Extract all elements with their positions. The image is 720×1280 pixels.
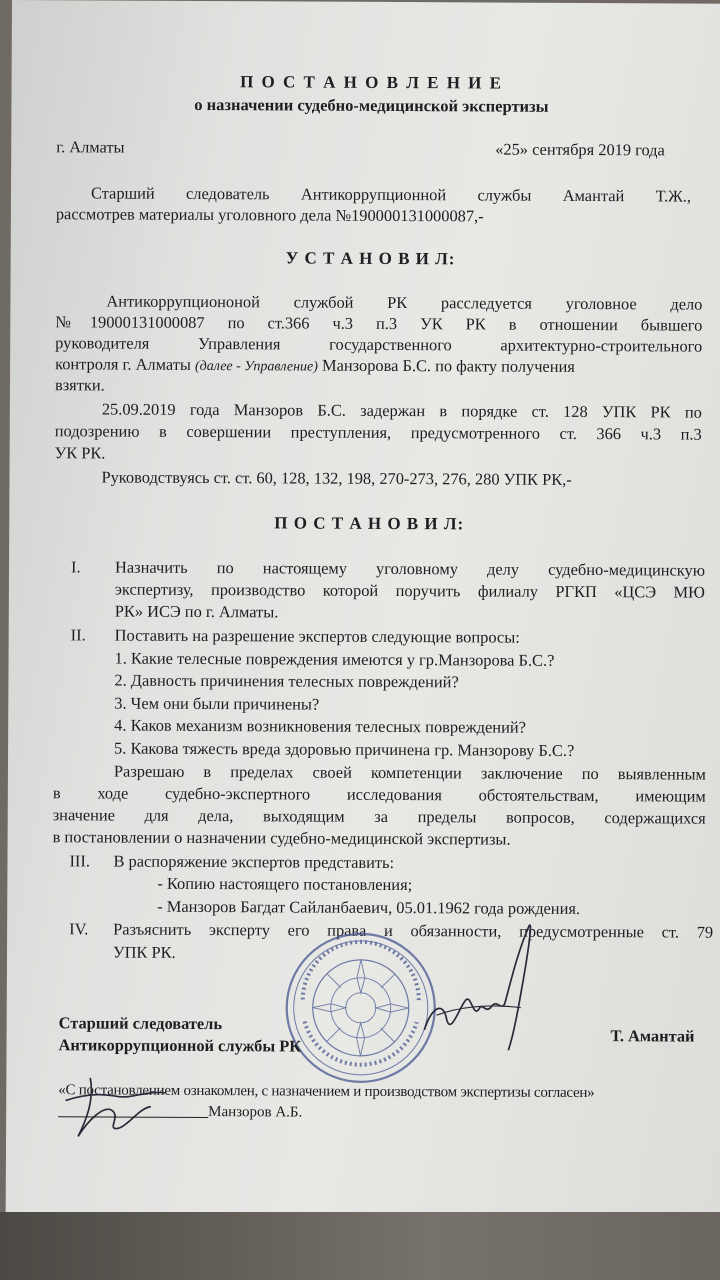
question-2: 2. Давность причинения телесных повреждений?	[114, 670, 459, 692]
acknowledgement-line: «С постановлением ознакомлен, с назначением и производством экспертизы согласен»	[58, 1082, 595, 1102]
item-iii-a: - Копию настоящего постановления;	[157, 873, 413, 895]
p1-line-4-a: контроля г. Алматы	[55, 354, 191, 374]
item-i-number: I.	[70, 557, 81, 577]
item-iii-number: III.	[69, 851, 91, 871]
allow-line-1: Разрешаю в пределах своей компетенции заключение по выявленным	[113, 761, 706, 784]
question-3: 3. Чем они были причинены?	[114, 693, 320, 714]
intro-line-2: рассмотрев материалы уголовного дела №190000131000087,-	[55, 204, 484, 226]
p1-line-4	[55, 353, 575, 379]
investigator-signature-icon	[416, 917, 547, 1058]
allow-line-4: в постановлении о назначении судебно-медицинской экспертизы.	[52, 827, 511, 849]
signer-name: Т. Амантай	[610, 1026, 695, 1046]
table-surface	[0, 1212, 720, 1280]
allow-line-3: значение для дела, выходящим за пределы вопросов, содержащихся	[52, 805, 706, 828]
item-i-line-2: экспертизу, производство которой поручить филиалу РГКП «ЦСЭ МЮ	[114, 579, 705, 602]
p1-line-5: взятки.	[54, 375, 105, 395]
p2-line-1: 25.09.2019 года Манзоров Б.С. задержан в порядке ст. 128 УПК РК по	[101, 399, 702, 422]
p2-line-3: УК РК.	[54, 443, 106, 463]
ustanovil-heading: У С Т А Н О В И Л:	[285, 248, 456, 269]
p1-line-3: руководителя Управления государственного архитектурно-строительного	[55, 333, 703, 356]
round-seal-icon	[282, 929, 439, 1086]
p1-line-4-b: (далее - Управление)	[194, 358, 318, 375]
p1-line-1: Антикоррупциононой службой РК расследуется уголовное дело	[106, 291, 703, 314]
document-subtitle: о назначении судебно-медицинской экспертизы	[194, 94, 549, 116]
question-4: 4. Каков механизм возникновения телесных повреждений?	[114, 715, 526, 737]
p3-line: Руководствуясь ст. ст. 60, 128, 132, 198, 270-273, 276, 280 УПК РК,-	[101, 467, 572, 489]
item-iv-line-2: УПК РК.	[112, 942, 176, 962]
item-ii-line-1: Поставить на разрешение экспертов следующие вопросы:	[114, 625, 520, 647]
place: г. Алматы	[56, 137, 125, 157]
signer-position-line-1: Старший следователь	[58, 1013, 223, 1034]
p1-line-4-c: Манзорова Б.С. по факту получения	[321, 355, 575, 376]
date: «25» сентября 2019 года	[495, 139, 665, 160]
document-title: П О С Т А Н О В Л Е Н И Е	[240, 72, 504, 93]
signer-position-line-2: Антикоррупционной службы РК	[58, 1035, 302, 1056]
acknowledger-name: Манзоров А.Б.	[208, 1104, 303, 1121]
postanovil-heading: П О С Т А Н О В И Л:	[274, 513, 465, 534]
item-iii-b: - Манзоров Багдат Сайланбаевич, 05.01.1962 года рождения.	[157, 896, 581, 918]
question-5: 5. Какова тяжесть вреда здоровью причинена гр. Манзорову Б.С.?	[114, 738, 575, 760]
item-i-line-3: РК» ИСЭ по г. Алматы.	[114, 601, 279, 622]
p1-line-2: №19000131000087 по ст.366 ч.3 п.3 УК РК в отношении бывшего	[55, 312, 703, 335]
item-iv-number: IV.	[69, 919, 89, 939]
p2-line-2: подозрению в совершении преступления, предусмотренного ст. 366 ч.3 п.3	[54, 421, 702, 444]
document-page	[6, 0, 720, 1216]
item-i-line-1: Назначить по настоящему уголовному делу судебно-медицинскую	[114, 557, 706, 580]
question-1: 1. Какие телесные повреждения имеются у гр.Манзорова Б.С.?	[114, 648, 555, 670]
intro-line-1: Старший следователь Антикоррупционной службы Амантай Т.Ж.,	[90, 183, 692, 206]
item-iv-line-1: Разъяснить эксперту его права и обязанности, предусмотренные ст. 79	[113, 919, 714, 942]
allow-line-2: в ходе судебно-экспертного исследования обстоятельствам, имеющим	[52, 783, 706, 806]
item-ii-number: II.	[70, 625, 86, 645]
item-iii-line-1: В распоряжение экспертов представить:	[113, 851, 395, 873]
manzorov-signature-icon	[60, 1070, 210, 1151]
